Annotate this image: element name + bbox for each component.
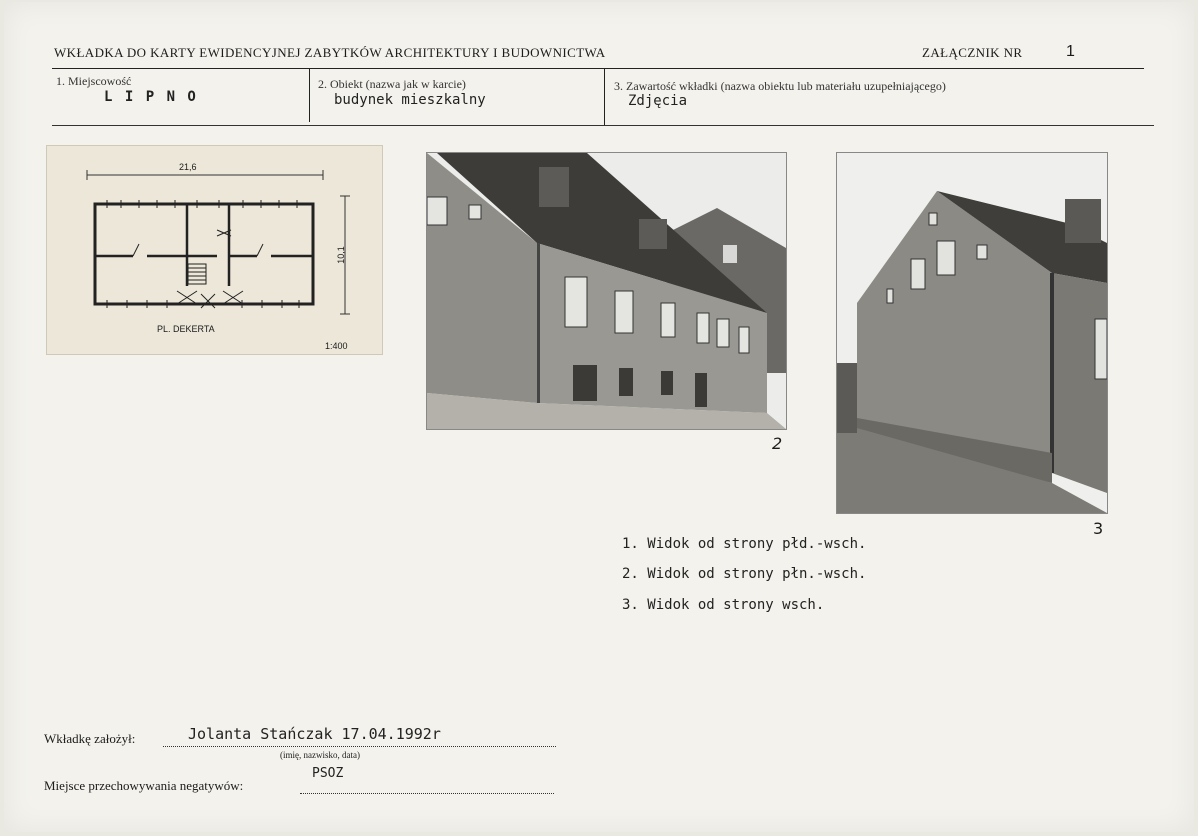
fields-bottom-rule — [52, 125, 1154, 126]
attachment-number: 1 — [1066, 43, 1075, 60]
floor-plan-card — [46, 145, 383, 355]
created-by-label: Wkładkę założył: — [44, 731, 136, 746]
plan-street-label: PL. DEKERTA — [157, 324, 215, 334]
created-by-value: Jolanta Stańczak 17.04.1992r — [188, 725, 441, 743]
object-label: 2. Obiekt (nazwa jak w karcie) — [318, 77, 466, 91]
negatives-value: PSOZ — [312, 766, 344, 781]
photo-2-building-image — [427, 153, 786, 429]
floor-plan-drawing — [47, 146, 382, 354]
photo-2 — [426, 152, 787, 430]
field-divider-1 — [309, 68, 310, 122]
photo-3-building-image — [837, 153, 1107, 513]
content-value: Zdjęcia — [628, 93, 688, 109]
caption-1: 1. Widok od strony płd.-wsch. — [622, 536, 867, 552]
photo-2-number: 2 — [772, 434, 783, 453]
negatives-label: Miejsce przechowywania negatywów: — [44, 778, 244, 793]
header-rule — [52, 68, 1144, 69]
plan-depth-dimension: 10,1 — [335, 246, 346, 264]
caption-3: 3. Widok od strony wsch. — [622, 597, 825, 613]
locality-value: L I P N O — [104, 89, 198, 105]
locality-label: 1. Miejscowość — [56, 74, 132, 88]
plan-width-dimension: 21,6 — [179, 162, 197, 172]
attachment-label: ZAŁĄCZNIK NR — [922, 45, 1023, 60]
object-value: budynek mieszkalny — [334, 92, 486, 108]
content-label: 3. Zawartość wkładki (nazwa obiektu lub materiału uzupełniającego) — [614, 79, 946, 93]
created-by-hint: (imię, nazwisko, data) — [280, 750, 360, 760]
field-divider-2 — [604, 68, 605, 125]
created-by-line — [163, 746, 556, 747]
photo-3-number: 3 — [1093, 519, 1104, 538]
photo-3 — [836, 152, 1108, 514]
plan-scale: 1:400 — [325, 341, 348, 351]
negatives-line — [300, 793, 554, 794]
document-title: WKŁADKA DO KARTY EWIDENCYJNEJ ZABYTKÓW ARCHITEKTURY I BUDOWNICTWA — [54, 45, 606, 60]
caption-2: 2. Widok od strony płn.-wsch. — [622, 566, 867, 582]
